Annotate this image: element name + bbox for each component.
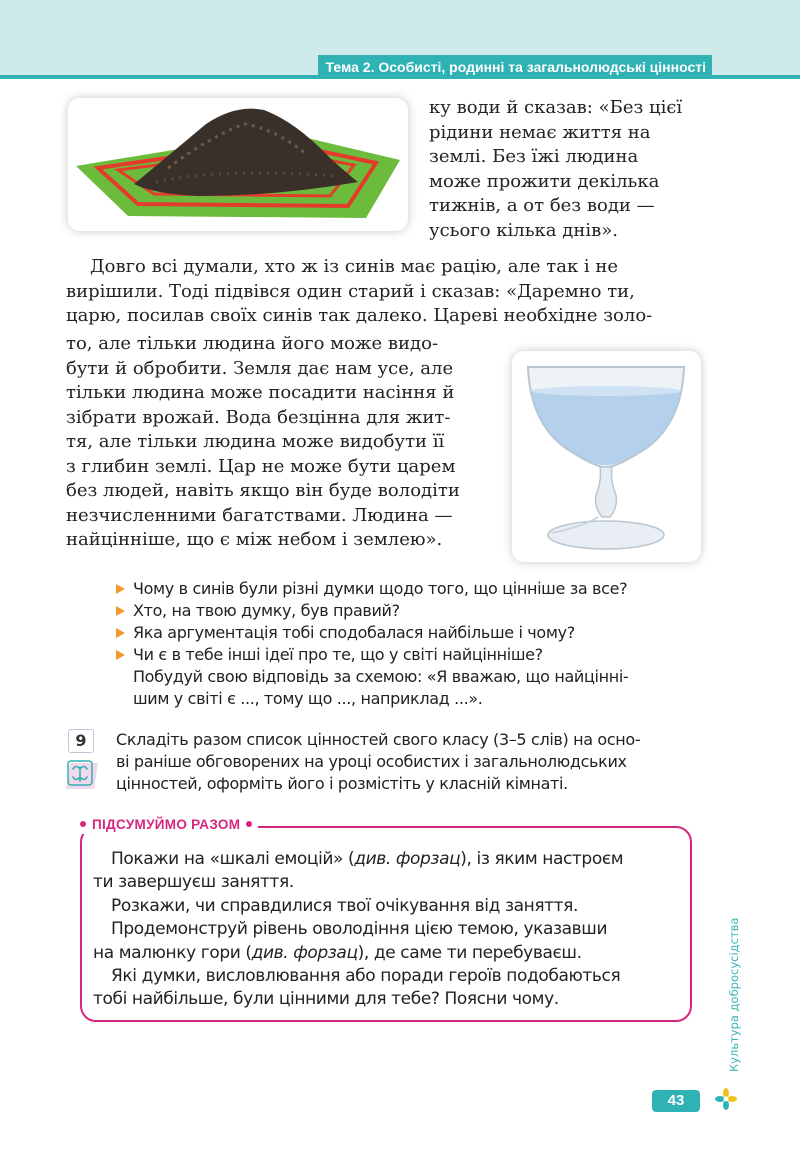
story-full-width [66, 255, 700, 329]
story-line: царю, посилав своїх синів так далеко. Цареві необхідне золо- [66, 305, 653, 326]
summary-heading [76, 816, 258, 834]
story-line: то, але тільки людина його може видо- [66, 333, 439, 354]
page-number: 43 [652, 1090, 700, 1112]
story-line: може прожити декілька [429, 170, 660, 192]
chapter-title: Тема 2. Особисті, родинні та загальнолюдські цінності [318, 55, 713, 79]
story-line: тільки людина може посадити насіння й [66, 382, 455, 403]
story-line: з глибин землі. Цар не може бути царем [66, 455, 456, 477]
soil-image [68, 98, 408, 231]
bullet-arrow-icon [116, 606, 125, 616]
story-line: ку води й сказав: «Без цієї [429, 97, 683, 118]
question-text: Чому в синів були різні думки щодо того, що цінніше за все? [133, 579, 628, 598]
story-line: усього кілька днів». [429, 219, 618, 241]
summary-line: Які думки, висловлювання або поради героїв подобаються [111, 966, 621, 987]
flower-icon [714, 1087, 738, 1115]
story-left-column [66, 332, 492, 553]
story-top-right [429, 96, 700, 243]
story-line: Довго всі думали, хто ж із синів має рацію, але так і не [90, 256, 619, 277]
question-text: Побудуй свою відповідь за схемою: «Я вважаю, що найцінні- [133, 667, 629, 686]
task-text [116, 729, 716, 795]
story-line: найцінніше, що є між небом і землею». [66, 529, 443, 550]
dot-icon [246, 821, 252, 827]
story-line: землі. Без їжі людина [429, 146, 639, 167]
question-text: Чи є в тебе інші ідеї про те, що у світі найцінніше? [133, 645, 543, 664]
question-text: Хто, на твою думку, був правий? [133, 601, 400, 620]
bullet-arrow-icon [116, 650, 125, 660]
summary-line: на малюнку гори (див. форзац), де саме ти перебуваєш. [93, 942, 582, 963]
story-line: незчисленними багатствами. Людина — [66, 504, 453, 526]
story-line: зібрати врожай. Вода безцінна для жит- [66, 406, 451, 428]
water [531, 391, 681, 465]
question-text: Яка аргументація тобі сподобалася найбільше і чому? [133, 623, 575, 642]
glass-of-water-image [512, 351, 701, 562]
story-line: рідини немає життя на [429, 121, 651, 143]
summary-line: Продемонструй рівень оволодіння цією темою, указавши [111, 919, 608, 940]
story-line: вирішили. Тоді підвівся один старий і сказав: «Даремно ти, [66, 280, 635, 302]
list-item [116, 578, 716, 600]
summary-line: тобі найбільше, були цінними для тебе? Поясни чому. [93, 989, 559, 1010]
task-line: ві раніше обговорених на уроці особистих і загальнолюдських [116, 752, 627, 771]
section-side-label: Культура добросусідства [727, 917, 741, 1072]
glass-stem [596, 467, 617, 517]
question-list [116, 578, 716, 710]
summary-line: ти завершуєш заняття. [93, 872, 294, 893]
list-item [116, 644, 716, 710]
story-line: тижнів, а от без води — [429, 195, 655, 216]
summary-line: Покажи на «шкалі емоцій» (див. форзац), із яким настроєм [111, 849, 624, 869]
summary-line: Розкажи, чи справдилися твої очікування від заняття. [111, 895, 579, 916]
task-line: цінностей, оформіть його і розмістіть у класній кімнаті. [116, 774, 568, 793]
task-number-badge: 9 [68, 729, 94, 753]
dot-icon [80, 821, 86, 827]
list-item [116, 622, 716, 644]
bullet-arrow-icon [116, 584, 125, 594]
group-work-icon [64, 757, 98, 795]
story-line: тя, але тільки людина може видобути її [66, 431, 445, 452]
glass-foot [548, 521, 664, 549]
story-line: бути й обробити. Земля дає нам усе, але [66, 357, 454, 379]
story-line: без людей, навіть якщо він буде володіти [66, 480, 460, 501]
soil-pile-on-carpet-image [68, 98, 408, 231]
list-item [116, 600, 716, 622]
glass-image [512, 351, 701, 562]
summary-text [93, 848, 685, 1012]
summary-heading-text: ПІДСУМУЙМО РАЗОМ [92, 817, 241, 832]
task-line: Складіть разом список цінностей свого класу (3–5 слів) на осно- [116, 730, 641, 749]
question-text: шим у світі є ..., тому що ..., наприклад ...». [133, 689, 483, 708]
water-surface [531, 386, 681, 396]
bullet-arrow-icon [116, 628, 125, 638]
